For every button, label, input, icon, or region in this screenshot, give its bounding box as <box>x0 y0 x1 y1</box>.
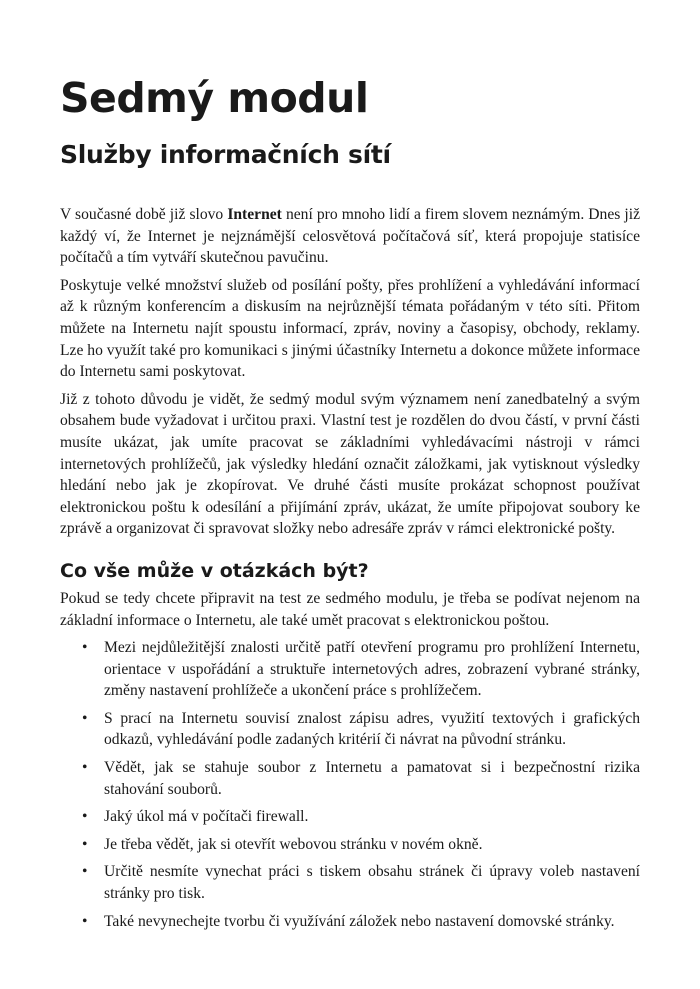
paragraph: Poskytuje velké množství služeb od posílání pošty, přes prohlížení a vyhledávání informací až k různým konferencím a diskusím na nejrůznější témata pořádaným v této síti. Přitom můžete na Internetu najít spoustu informací, zpráv, noviny a časopisy, obchody, reklamy. Lze ho využít také pro komunikaci s jinými účastníky Internetu a dokonce můžete informace do Internetu sami poskytovat. <box>60 276 640 381</box>
intro-paragraph <box>60 204 640 269</box>
list-item <box>80 708 640 751</box>
bullet-icon: • <box>82 639 88 657</box>
bullet-icon: • <box>82 863 88 881</box>
list-item-text: S prací na Internetu souvisí znalost zápisu adres, využití textových i grafických odkazů, vyhledávání podle zadaných kritérií či návrat na původní stránku. <box>104 709 640 749</box>
list-item-text: Mezi nejdůležitější znalosti určitě patří otevření programu pro prohlížení Internetu, orientace v uspořádání a struktuře internetových adres, zobrazení vybrané stránky, změny nastavení prohlížeče a ukončení práce s prohlížečem. <box>104 639 640 700</box>
document-page <box>60 70 640 938</box>
list-item <box>80 806 640 828</box>
list-item <box>80 861 640 904</box>
bullet-icon: • <box>82 912 88 930</box>
bullet-icon: • <box>82 759 88 777</box>
list-item <box>80 637 640 702</box>
list-item-text: Také nevynechejte tvorbu či využívání záložek nebo nastavení domovské stránky. <box>104 912 615 930</box>
list-item-text: Vědět, jak se stahuje soubor z Internetu a pamatovat si i bezpečnostní rizika stahování souborů. <box>104 759 640 798</box>
bullet-icon: • <box>82 835 88 853</box>
list-item <box>80 911 640 933</box>
paragraph: Již z tohoto důvodu je vidět, že sedmý modul svým významem není zanedbatelný a svým obsahem bude vyžadovat i určitou praxi. Vlastní test je rozdělen do dvou částí, v první části musíte ukázat, jak umíte pracovat se základními vyhledávacími nástroji v rámci internetových prohlížečů, jak výsledky hledání označit záložkami, jak vytisknout výsledky hledání nebo jak je zkopírovat. Ve druhé části musíte prokázat schopnost používat elektronickou poštu k odesílání a přijímání zpráv, ukázat, že umíte připojovat soubory ke zprávě a organizovat či spravovat složky nebo adresáře zpráv v rámci elektronické pošty. <box>60 390 640 538</box>
list-item-text: Určitě nesmíte vynechat práci s tiskem obsahu stránek či úpravy voleb nastavení stránky pro tisk. <box>104 863 640 903</box>
intro-text: V současné době již slovo <box>60 206 228 223</box>
bullet-icon: • <box>82 808 88 826</box>
list-item-text: Jaký úkol má v počítači firewall. <box>104 808 309 826</box>
section-heading: Co vše může v otázkách být? <box>60 559 369 582</box>
intro-text-rest: není pro mnoho lidí a firem slovem neznámým. Dnes již každý ví, že Internet je nejznámější celosvětová počítačová síť, která propojuje statisíce počítačů a tím vytváří skutečnou pavučinu. <box>60 206 640 267</box>
intro-bold-term: Internet <box>227 206 282 223</box>
list-item-text: Je třeba vědět, jak si otevřít webovou stránku v novém okně. <box>104 835 483 853</box>
bullet-icon: • <box>82 709 88 727</box>
page-subtitle: Služby informačních sítí <box>60 140 391 169</box>
section-lead: Pokud se tedy chcete připravit na test ze sedmého modulu, je třeba se podívat nejenom na základní informace o Internetu, ale také umět pracovat s elektronickou poštou. <box>60 589 640 629</box>
page-title: Sedmý modul <box>60 74 369 122</box>
topic-list <box>60 637 640 932</box>
list-item <box>80 757 640 800</box>
list-item <box>80 834 640 856</box>
